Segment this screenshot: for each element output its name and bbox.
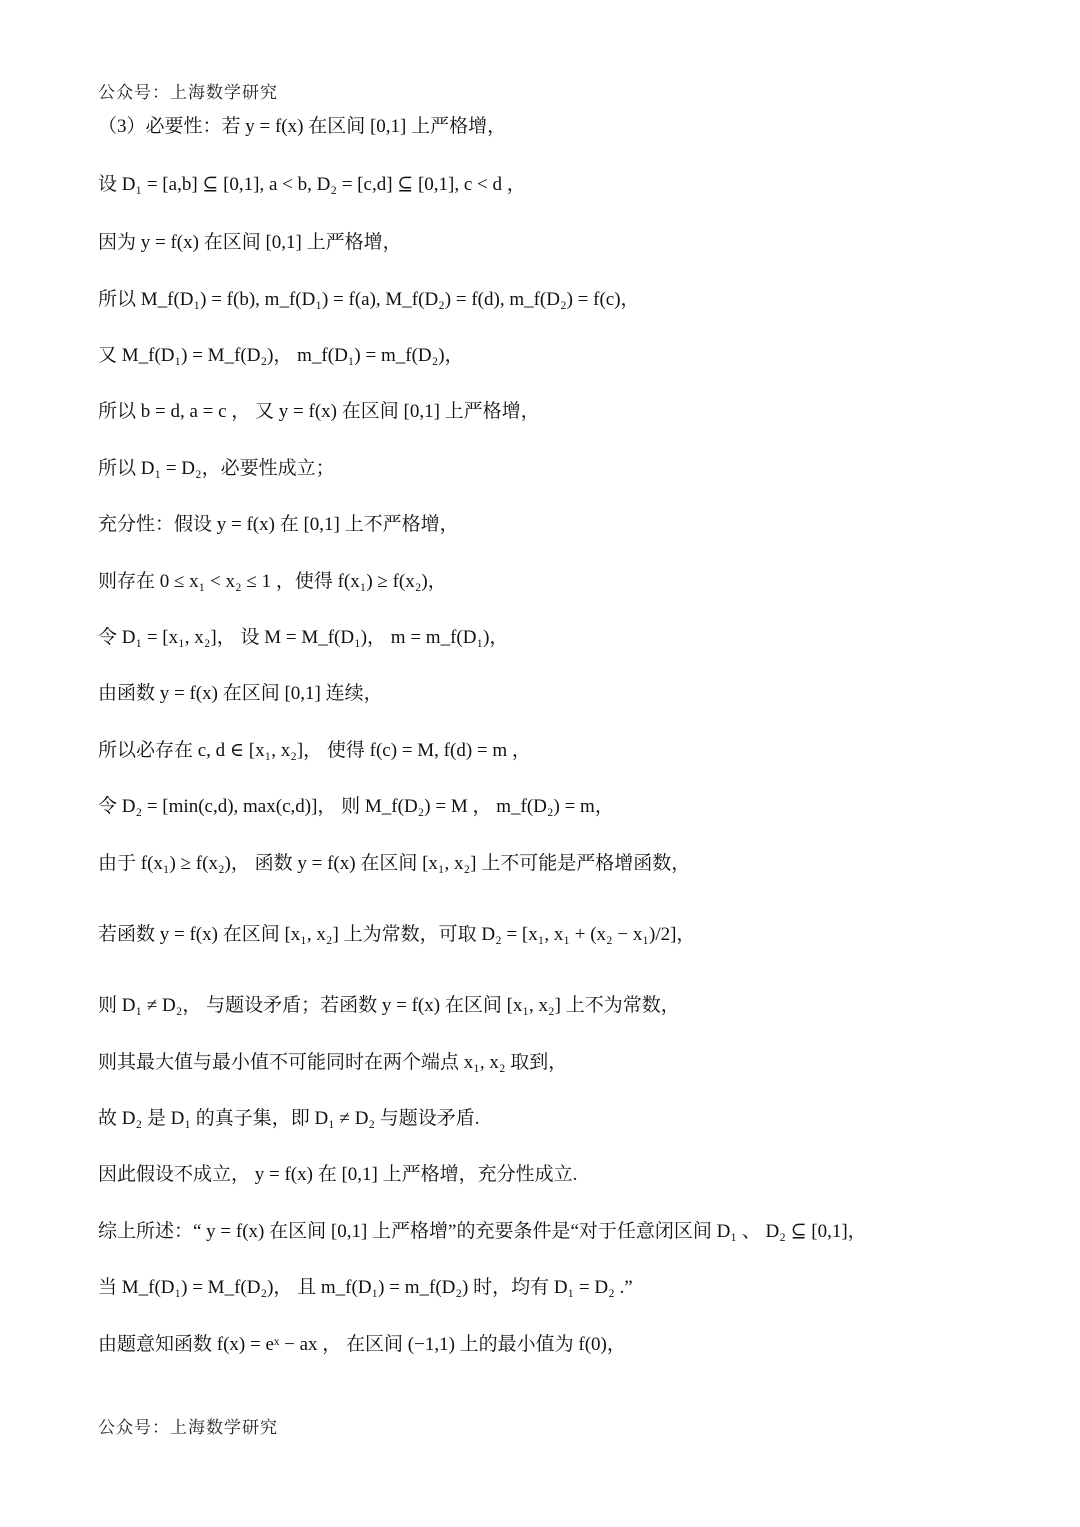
text-line: 因此假设不成立， y = f(x) 在 [0,1] 上严格增，充分性成立. [98,1164,578,1185]
text-line: 则存在 0 ≤ x₁ < x₂ ≤ 1 ，使得 f(x₁) ≥ f(x₂)， [98,571,447,592]
text-line: 由于 f(x₁) ≥ f(x₂)， 函数 y = f(x) 在区间 [x₁, x₂] 上不可能是严格增函数， [98,853,691,874]
text-line: 故 D₂ 是 D₁ 的真子集，即 D₁ ≠ D₂ 与题设矛盾. [98,1108,480,1129]
text-line: 设 D₁ = [a,b] ⊆ [0,1], a < b, D₂ = [c,d] ⊆ [0,1], c < d ， [98,174,526,195]
text-line: 由题意知函数 f(x) = eˣ − ax ， 在区间 (−1,1) 上的最小值为 f(0)， [98,1334,626,1355]
text-line: 则其最大值与最小值不可能同时在两个端点 x₁, x₂ 取到， [98,1052,568,1073]
text-line: 又 M_f(D₁) = M_f(D₂)， m_f(D₁) = m_f(D₂)， [98,345,464,366]
text-line: 令 D₂ = [min(c,d), max(c,d)]， 则 M_f(D₂) = M ， m_f(D₂) = m， [98,796,614,817]
text-line: （3）必要性：若 y = f(x) 在区间 [0,1] 上严格增， [98,116,507,137]
text-line: 所以 b = d, a = c ， 又 y = f(x) 在区间 [0,1] 上严格增， [98,401,540,422]
text-line: 综上所述：“ y = f(x) 在区间 [0,1] 上严格增”的充要条件是“对于任意闭区间 D₁ 、 D₂ ⊆ [0,1]， [98,1221,867,1242]
text-line: 则 D₁ ≠ D₂， 与题设矛盾；若函数 y = f(x) 在区间 [x₁, x₂] 上不为常数， [98,995,680,1016]
text-line: 若函数 y = f(x) 在区间 [x₁, x₂] 上为常数，可取 D₂ = [x₁, x₁ + (x₂ − x₁)/2]， [98,924,696,945]
text-line: 令 D₁ = [x₁, x₂]， 设 M = M_f(D₁)， m = m_f(D₁)， [98,627,509,648]
text-line: 当 M_f(D₁) = M_f(D₂)， 且 m_f(D₁) = m_f(D₂) 时，均有 D₁ = D₂ .” [98,1277,633,1298]
text-line: 充分性：假设 y = f(x) 在 [0,1] 上不严格增， [98,514,459,535]
text-line: 所以必存在 c, d ∈ [x₁, x₂]， 使得 f(c) = M, f(d) = m ， [98,740,531,761]
page-header: 公众号：上海数学研究 [98,83,278,103]
text-line: 所以 M_f(D₁) = f(b), m_f(D₁) = f(a), M_f(D₂) = f(d), m_f(D₂) = f(c)， [98,289,640,310]
page-footer: 公众号：上海数学研究 [98,1418,278,1438]
text-line: 所以 D₁ = D₂，必要性成立； [98,458,335,479]
text-line: 由函数 y = f(x) 在区间 [0,1] 连续， [98,683,383,704]
text-line: 因为 y = f(x) 在区间 [0,1] 上严格增， [98,232,402,253]
